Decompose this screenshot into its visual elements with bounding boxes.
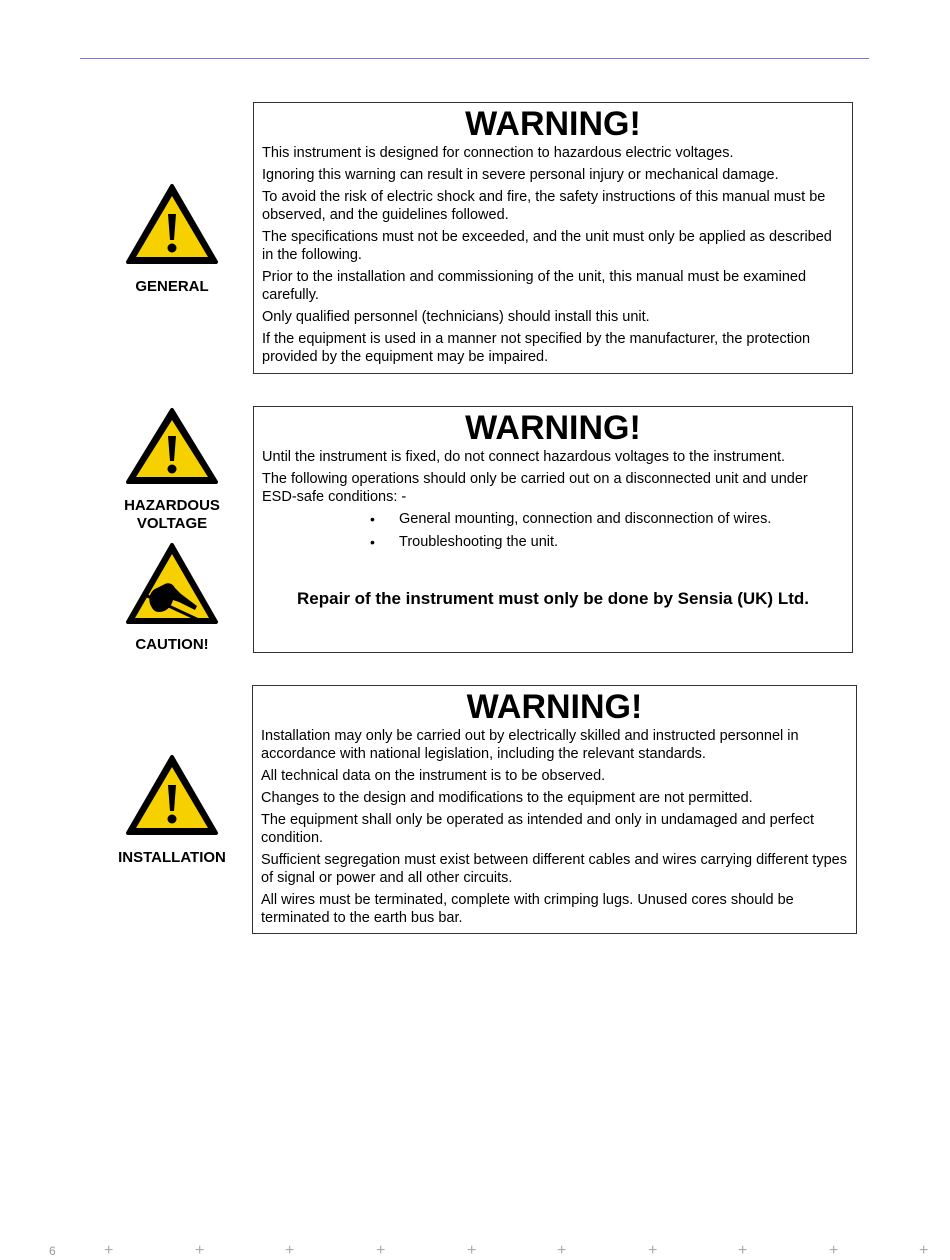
hazardous-voltage-symbol <box>122 406 222 533</box>
page-number: 6 <box>49 1244 56 1258</box>
paragraph: This instrument is designed for connection to hazardous electric voltages. <box>262 145 734 161</box>
warning-heading: WARNING! <box>465 105 641 143</box>
hazardous-label-line1: HAZARDOUS <box>124 497 220 514</box>
operations-list <box>262 510 844 551</box>
caution-label: CAUTION! <box>135 636 209 653</box>
installation-symbol <box>112 753 232 867</box>
list-item: • Troubleshooting the unit. <box>370 533 844 551</box>
paragraph: All wires must be terminated, complete with crimping lugs. Unused cores should be terminated to the earth bus bar. <box>261 892 794 926</box>
paragraph: Installation may only be carried out by electrically skilled and instructed personnel in accordance with national legislation, including the relevant standards. <box>261 728 799 762</box>
paragraph: The following operations should only be carried out on a disconnected unit and under ESD-safe conditions: - <box>262 471 808 505</box>
paragraph: Until the instrument is fixed, do not connect hazardous voltages to the instrument. <box>262 449 786 465</box>
footer-mark: + <box>285 1242 295 1259</box>
footer-mark: + <box>919 1242 929 1259</box>
warning-heading: WARNING! <box>465 409 641 447</box>
paragraph: Prior to the installation and commissioning of the unit, this manual must be examined carefully. <box>262 269 807 303</box>
page-footer <box>0 1242 950 1260</box>
warning-triangle-icon <box>125 182 219 266</box>
repair-notice: Repair of the instrument must only be done by Sensia (UK) Ltd. <box>297 589 809 608</box>
paragraph: Sufficient segregation must exist between different cables and wires carrying different types of signal or power and all other circuits. <box>261 852 847 886</box>
footer-mark: + <box>376 1242 386 1259</box>
warning-box-installation <box>252 685 857 934</box>
header-rule <box>80 58 869 59</box>
esd-caution-icon <box>125 542 219 626</box>
footer-mark: + <box>467 1242 477 1259</box>
warning-box-hazardous <box>253 406 853 653</box>
warning-triangle-icon <box>125 753 219 837</box>
warning-triangle-icon <box>125 406 219 486</box>
general-label: GENERAL <box>135 278 209 295</box>
warning-heading: WARNING! <box>466 688 643 726</box>
paragraph: The specifications must not be exceeded, and the unit must only be applied as described in the following. <box>262 229 832 263</box>
paragraph: If the equipment is used in a manner not specified by the manufacturer, the protection provided by the equipment may be impaired. <box>262 331 811 365</box>
list-item: • General mounting, connection and disconnection of wires. <box>370 510 844 528</box>
footer-mark: + <box>738 1242 748 1259</box>
hazardous-label-line2: VOLTAGE <box>136 515 208 532</box>
paragraph: All technical data on the instrument is to be observed. <box>261 768 606 784</box>
footer-mark: + <box>195 1242 205 1259</box>
general-symbol <box>122 182 222 296</box>
esd-caution-symbol <box>122 542 222 654</box>
installation-label: INSTALLATION <box>118 849 226 866</box>
footer-mark: + <box>648 1242 658 1259</box>
paragraph: To avoid the risk of electric shock and fire, the safety instructions of this manual must be observed, and the guidelines followed. <box>262 189 826 223</box>
paragraph: Changes to the design and modifications to the equipment are not permitted. <box>261 790 753 806</box>
paragraph: Ignoring this warning can result in severe personal injury or mechanical damage. <box>262 167 779 183</box>
footer-mark: + <box>104 1242 114 1259</box>
paragraph: The equipment shall only be operated as intended and only in undamaged and perfect condition. <box>261 812 815 846</box>
warning-box-general <box>253 102 853 374</box>
footer-mark: + <box>557 1242 567 1259</box>
footer-mark: + <box>829 1242 839 1259</box>
paragraph: Only qualified personnel (technicians) should install this unit. <box>262 309 650 325</box>
